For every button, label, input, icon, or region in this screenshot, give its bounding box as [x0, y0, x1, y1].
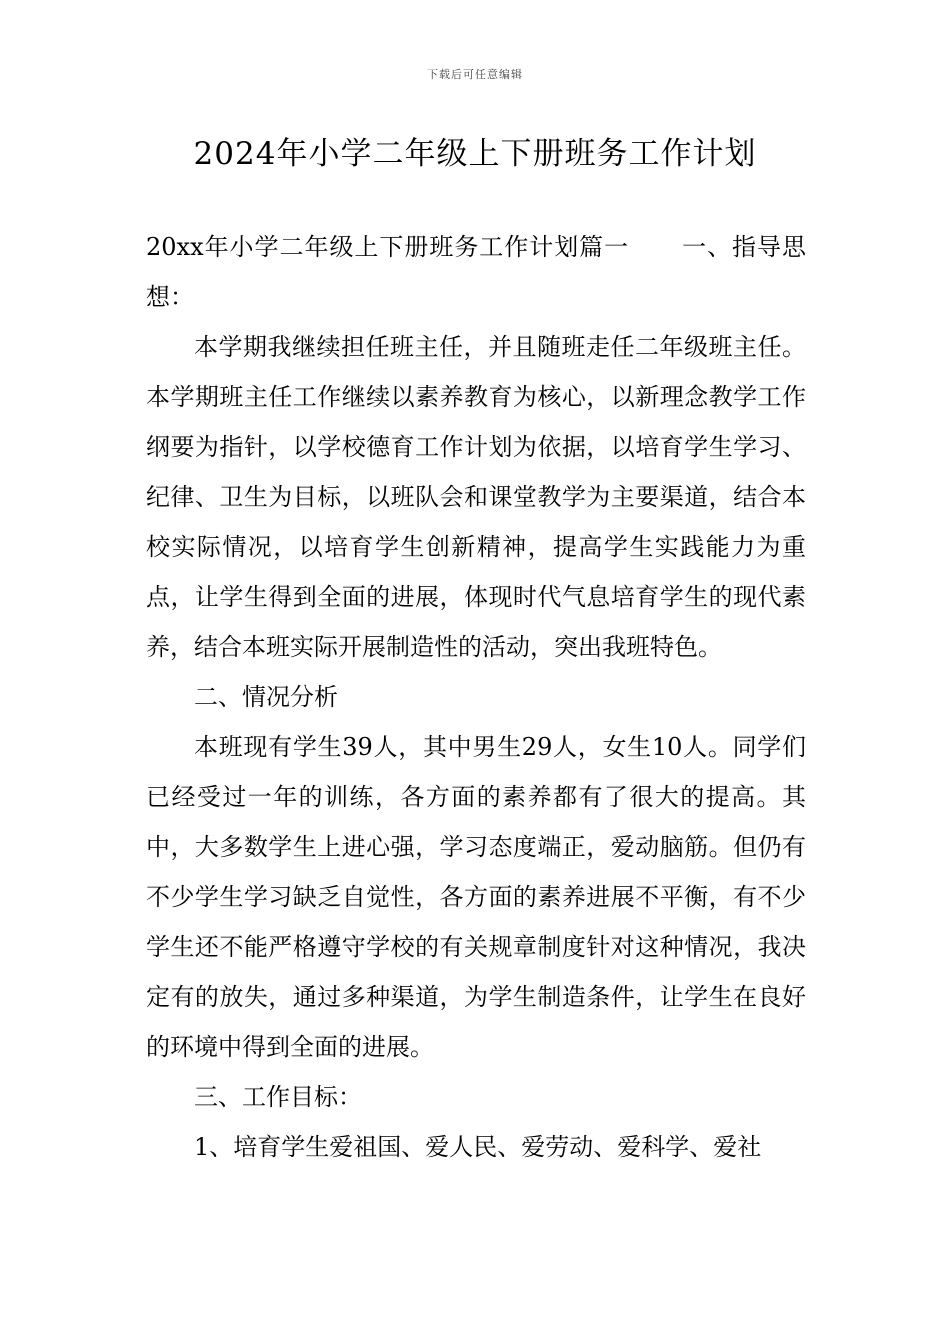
paragraph-guiding-thought: 本学期我继续担任班主任，并且随班走任二年级班主任。本学期班主任工作继续以素养教育为核心，以新理念教学工作纲要为指针，以学校德育工作计划为依据，以培育学生学习、纪律、卫生为目标，以班队会和课堂教学为主要渠道，结合本校实际情况，以培育学生创新精神，提高学生实践能力为重点，让学生得到全面的进展，体现时代气息培育学生的现代素养，结合本班实际开展制造性的活动，突出我班特色。: [146, 333, 806, 661]
header-note: 下载后可任意编辑: [427, 68, 523, 81]
section-heading-guiding-thought: [146, 222, 806, 322]
paragraph-goal-1: 1、培育学生爱祖国、爱人民、爱劳动、爱科学、爱社: [194, 1133, 762, 1161]
subtitle-text: 20xx年小学二年级上下册班务工作计划篇一: [146, 233, 630, 261]
document-title: 2024年小学二年级上下册班务工作计划: [193, 136, 757, 172]
section-heading-goals: 三、工作目标：: [194, 1083, 362, 1111]
document-body: [146, 222, 806, 1172]
paragraph-situation: 本班现有学生39人，其中男生29人，女生10人。同学们已经受过一年的训练，各方面的素养都有了很大的提高。其中，大多数学生上进心强，学习态度端正，爱动脑筋。但仍有不少学生学习缺乏自觉性，各方面的素养进展不平衡，有不少学生还不能严格遵守学校的有关规章制度针对这种情况，我决定有的放失，通过多种渠道，为学生制造条件，让学生在良好的环境中得到全面的进展。: [146, 733, 806, 1061]
section-heading-situation: 二、情况分析: [194, 683, 338, 711]
section-heading-text: 一、指导思想：: [146, 233, 807, 311]
